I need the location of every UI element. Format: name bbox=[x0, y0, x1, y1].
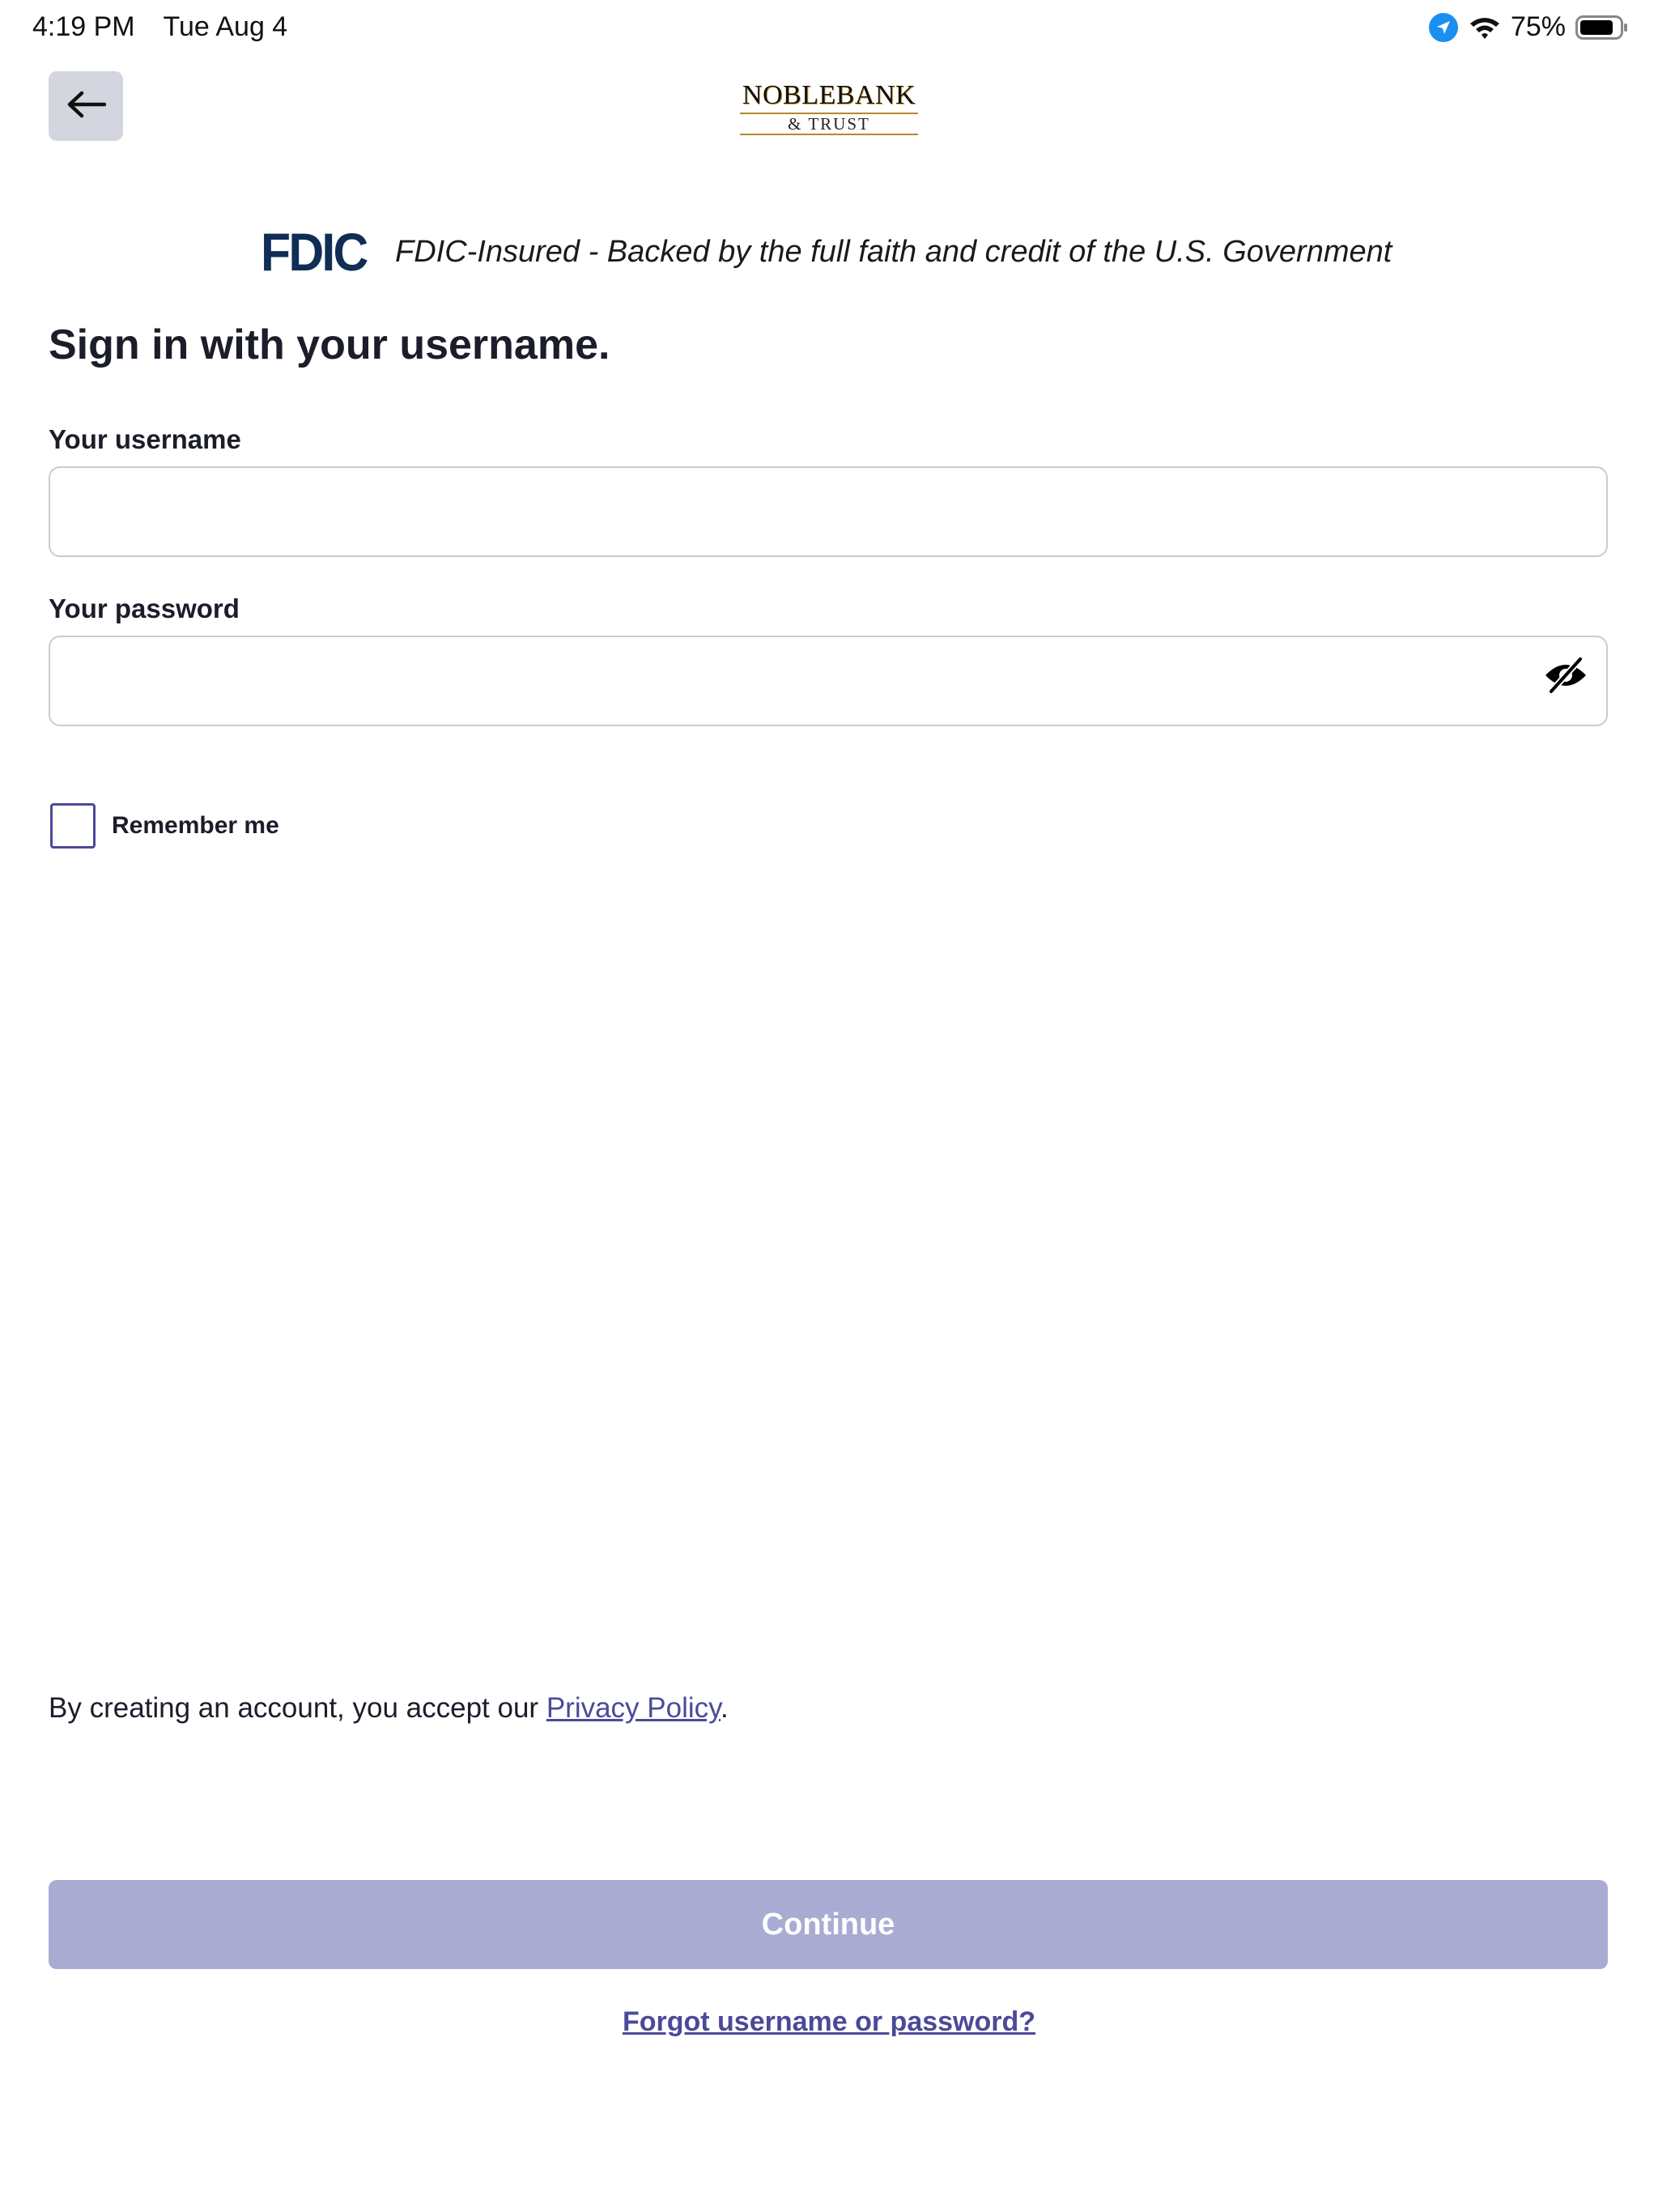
password-visibility-toggle[interactable] bbox=[1541, 653, 1590, 701]
fdic-text: FDIC-Insured - Backed by the full faith and credit of the U.S. Government bbox=[394, 234, 1392, 269]
battery-percent: 75% bbox=[1510, 11, 1566, 42]
username-label: Your username bbox=[49, 424, 241, 454]
wifi-icon bbox=[1469, 15, 1501, 40]
forgot-credentials-link[interactable]: Forgot username or password? bbox=[622, 2006, 1036, 2037]
back-arrow-icon bbox=[66, 91, 106, 122]
password-label: Your password bbox=[49, 593, 240, 623]
status-time: 4:19 PM bbox=[32, 11, 135, 42]
page-title: Sign in with your username. bbox=[49, 321, 610, 368]
bank-logo bbox=[740, 79, 918, 134]
fdic-banner bbox=[261, 222, 1392, 282]
privacy-notice bbox=[49, 1692, 729, 1725]
logo-name: NOBLEBANK bbox=[740, 79, 918, 114]
battery-icon bbox=[1575, 15, 1629, 40]
privacy-prefix: By creating an account, you accept our bbox=[49, 1692, 546, 1724]
back-button[interactable] bbox=[49, 71, 123, 141]
status-time-date bbox=[32, 11, 308, 43]
remember-me-label[interactable]: Remember me bbox=[112, 812, 279, 839]
status-date: Tue Aug 4 bbox=[163, 11, 288, 42]
continue-button[interactable]: Continue bbox=[49, 1880, 1608, 1969]
password-input[interactable] bbox=[49, 636, 1608, 726]
logo-subtitle: & TRUST bbox=[740, 114, 918, 135]
username-input[interactable] bbox=[49, 466, 1608, 557]
status-indicators bbox=[1428, 11, 1629, 43]
status-bar bbox=[0, 0, 1658, 58]
privacy-suffix: . bbox=[721, 1692, 729, 1724]
remember-me-checkbox[interactable] bbox=[50, 803, 96, 849]
remember-me-row[interactable] bbox=[50, 803, 279, 849]
forgot-credentials-link-row bbox=[0, 2006, 1658, 2038]
location-icon bbox=[1428, 12, 1459, 43]
fdic-logo: FDIC bbox=[261, 222, 367, 282]
privacy-policy-link[interactable]: Privacy Policy bbox=[546, 1692, 721, 1724]
eye-slash-icon bbox=[1543, 656, 1588, 699]
